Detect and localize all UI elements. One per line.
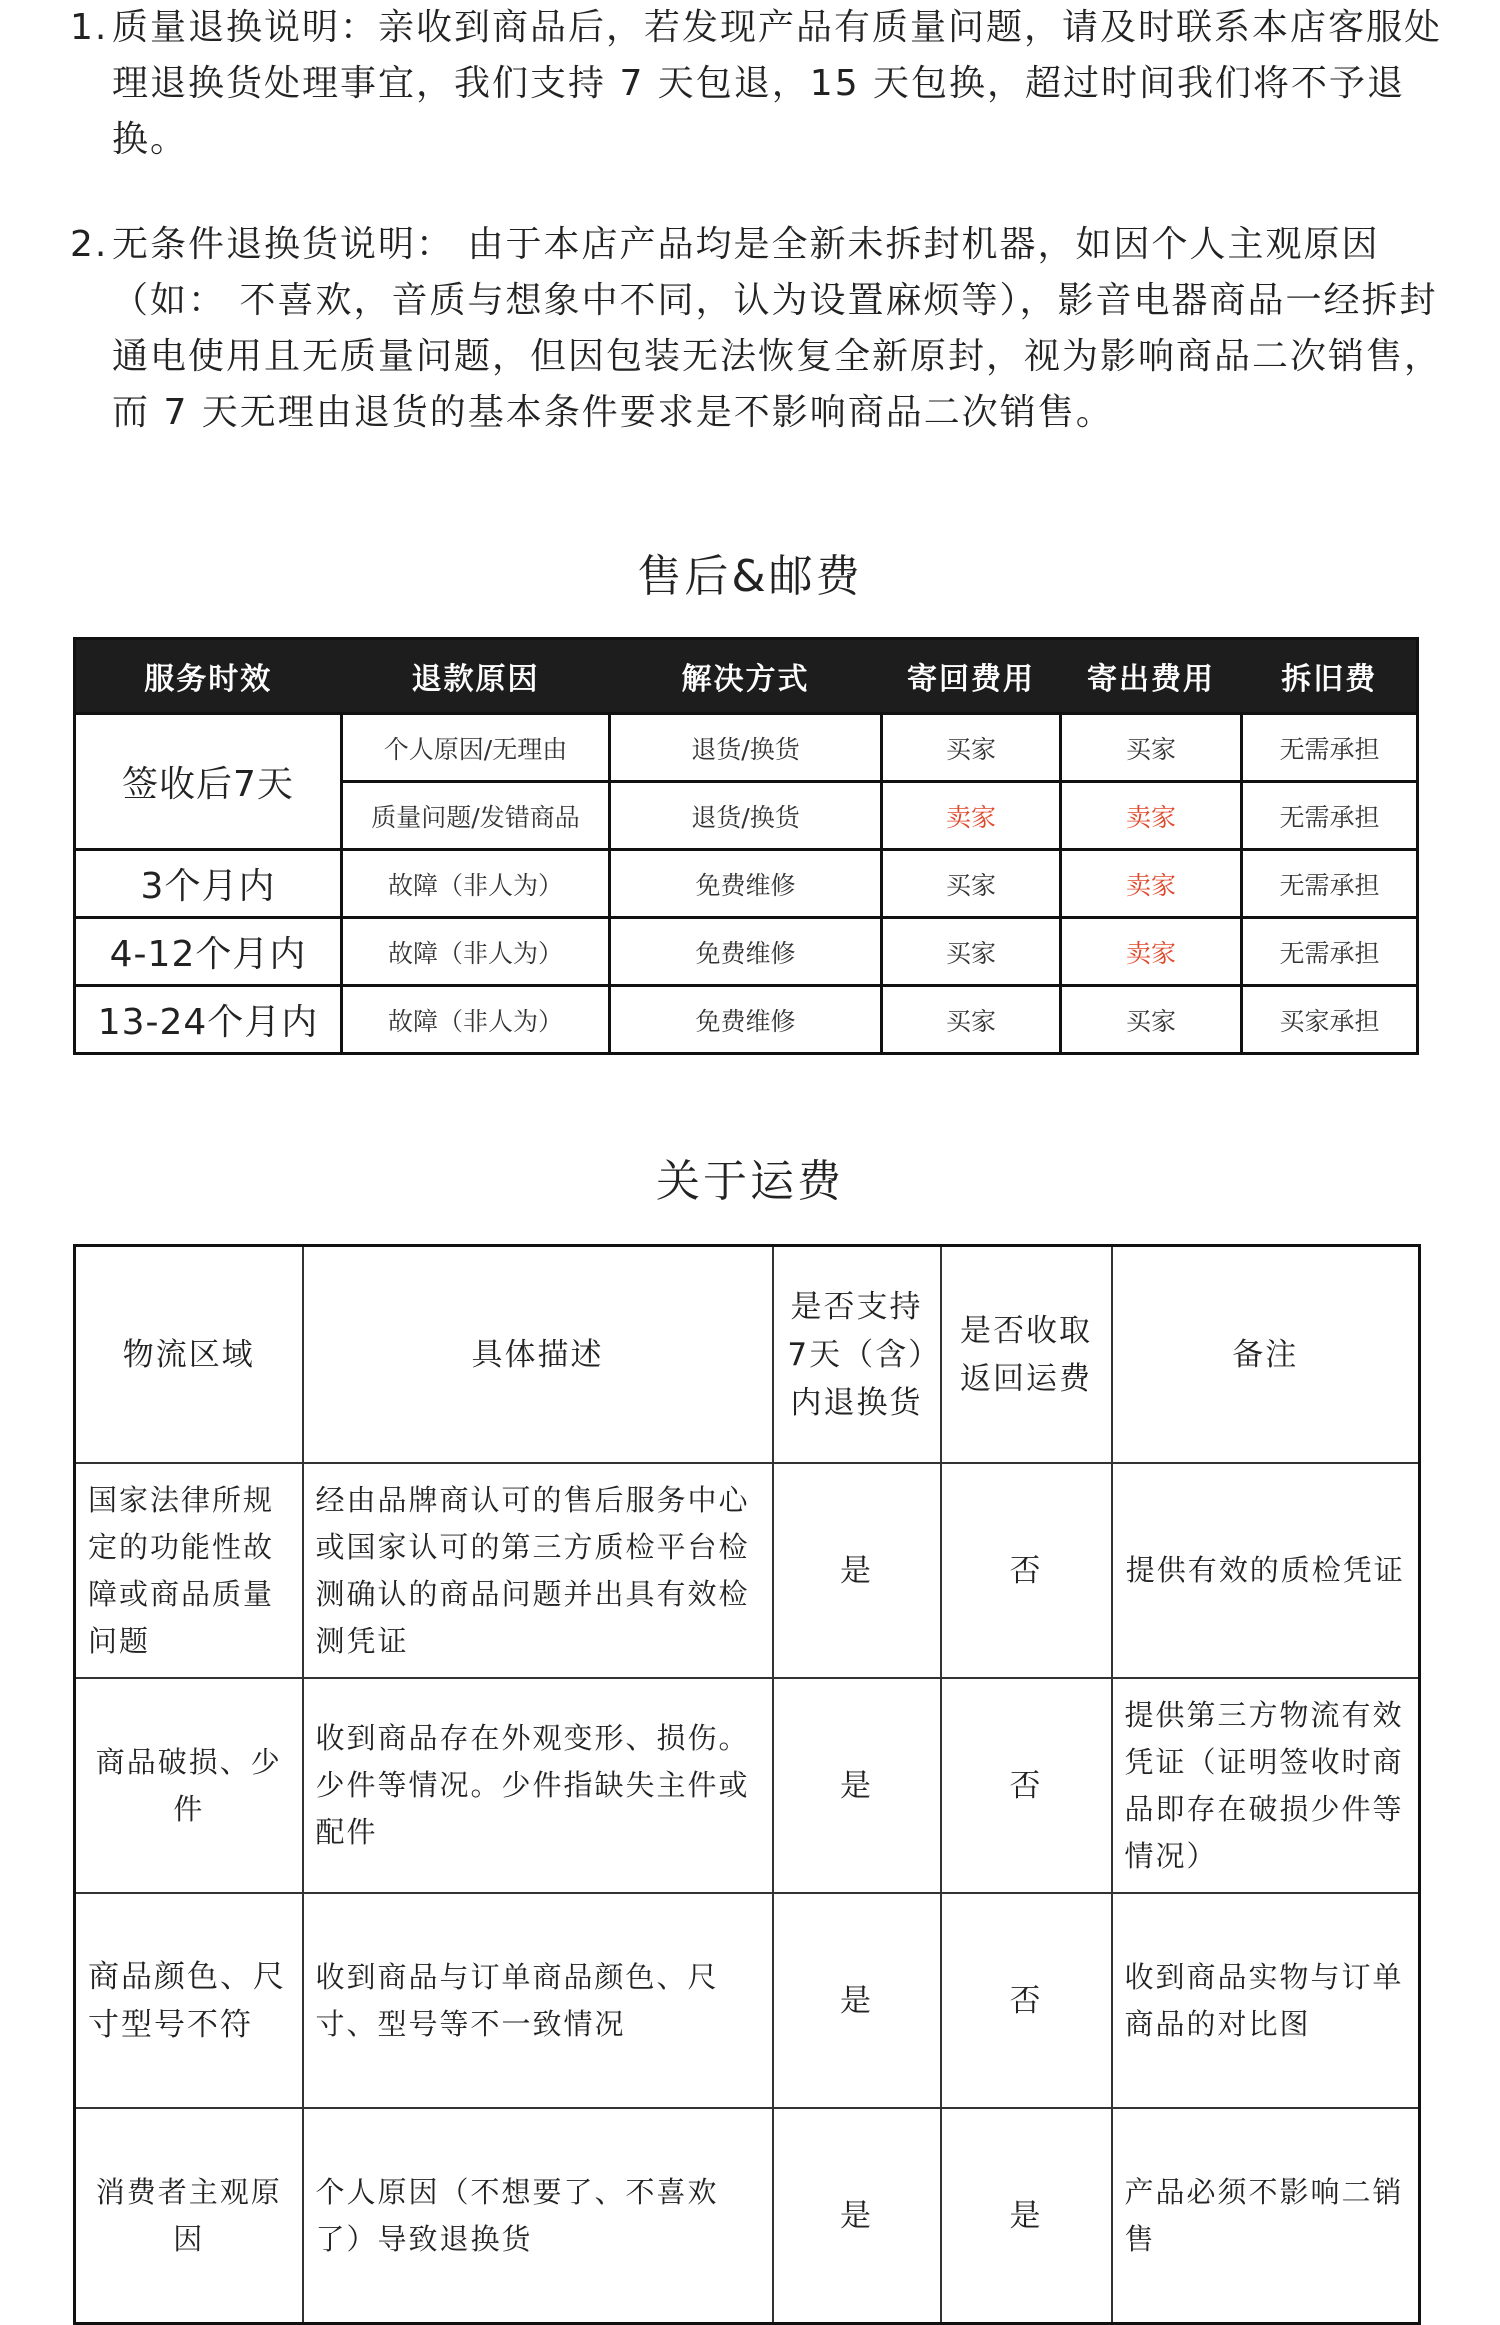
cell-return-fee: 买家 <box>882 986 1061 1054</box>
cell-send-fee: 卖家 <box>1061 850 1242 918</box>
cell-reason: 故障（非人为） <box>342 986 610 1054</box>
cell-region: 国家法律所规定的功能性故障或商品质量问题 <box>75 1463 303 1678</box>
cell-period: 13-24个月内 <box>75 986 342 1054</box>
note-quality-return <box>70 0 1445 168</box>
cell-old-fee: 无需承担 <box>1242 714 1418 782</box>
cell-support-return: 是 <box>773 2108 941 2324</box>
header-note: 备注 <box>1112 1246 1420 1464</box>
cell-charge-return-fee: 否 <box>941 1678 1112 1893</box>
cell-solution: 免费维修 <box>610 986 882 1054</box>
cell-send-fee: 买家 <box>1061 714 1242 782</box>
table-row <box>75 2108 1420 2324</box>
aftersale-table <box>73 637 1419 1055</box>
table-row <box>75 1463 1420 1678</box>
header-description: 具体描述 <box>303 1246 773 1464</box>
note-text: 质量退换说明：亲收到商品后，若发现产品有质量问题，请及时联系本店客服处理退换货处理事宜，我们支持 7 天包退，15 天包换，超过时间我们将不予退换。 <box>112 7 1443 160</box>
cell-description: 个人原因（不想要了、不喜欢了）导致退换货 <box>303 2108 773 2324</box>
table-row <box>75 714 1418 782</box>
cell-old-fee: 无需承担 <box>1242 782 1418 850</box>
cell-support-return: 是 <box>773 1463 941 1678</box>
table-header-row <box>75 1246 1420 1464</box>
cell-return-fee: 买家 <box>882 850 1061 918</box>
note-number: 1. <box>70 7 109 48</box>
cell-charge-return-fee: 否 <box>941 1463 1112 1678</box>
header-send-fee: 寄出费用 <box>1061 639 1242 714</box>
cell-send-fee: 卖家 <box>1061 782 1242 850</box>
cell-solution: 免费维修 <box>610 918 882 986</box>
cell-return-fee: 买家 <box>882 918 1061 986</box>
table-row <box>75 986 1418 1054</box>
cell-charge-return-fee: 否 <box>941 1893 1112 2108</box>
cell-solution: 退货/换货 <box>610 714 882 782</box>
header-period: 服务时效 <box>75 639 342 714</box>
header-return-fee: 寄回费用 <box>882 639 1061 714</box>
header-reason: 退款原因 <box>342 639 610 714</box>
cell-solution: 免费维修 <box>610 850 882 918</box>
cell-old-fee: 买家承担 <box>1242 986 1418 1054</box>
cell-old-fee: 无需承担 <box>1242 918 1418 986</box>
aftersale-title: 售后&邮费 <box>637 551 863 602</box>
cell-description: 经由品牌商认可的售后服务中心或国家认可的第三方质检平台检测确认的商品问题并出具有效检测凭证 <box>303 1463 773 1678</box>
note-unconditional-return <box>70 217 1445 441</box>
cell-send-fee: 买家 <box>1061 986 1242 1054</box>
table-row <box>75 1678 1420 1893</box>
cell-support-return: 是 <box>773 1893 941 2108</box>
header-support-return: 是否支持7天（含）内退换货 <box>773 1246 941 1464</box>
cell-region: 消费者主观原因 <box>75 2108 303 2324</box>
header-solution: 解决方式 <box>610 639 882 714</box>
cell-note: 产品必须不影响二销售 <box>1112 2108 1420 2324</box>
shipping-table <box>73 1244 1421 2325</box>
cell-support-return: 是 <box>773 1678 941 1893</box>
cell-note: 提供第三方物流有效凭证（证明签收时商品即存在破损少件等情况） <box>1112 1678 1420 1893</box>
note-text: 无条件退换货说明： 由于本店产品均是全新未拆封机器，如因个人主观原因（如： 不喜欢，音质与想象中不同，认为设置麻烦等），影音电器商品一经拆封通电使用且无质量问题，但因包装无法恢复全新原封，视为影响商品二次销售，而 7 天无理由退货的基本条件要求是不影响商品二次销售。 <box>112 224 1443 433</box>
cell-note: 提供有效的质检凭证 <box>1112 1463 1420 1678</box>
cell-return-fee: 卖家 <box>882 782 1061 850</box>
shipping-title: 关于运费 <box>656 1156 844 1207</box>
cell-return-fee: 买家 <box>882 714 1061 782</box>
header-old-fee: 拆旧费 <box>1242 639 1418 714</box>
cell-old-fee: 无需承担 <box>1242 850 1418 918</box>
cell-reason: 故障（非人为） <box>342 850 610 918</box>
cell-period: 4-12个月内 <box>75 918 342 986</box>
cell-region: 商品颜色、尺寸型号不符 <box>75 1893 303 2108</box>
note-number: 2. <box>70 224 109 265</box>
cell-description: 收到商品存在外观变形、损伤。少件等情况。少件指缺失主件或配件 <box>303 1678 773 1893</box>
table-row <box>75 1893 1420 2108</box>
header-charge-return-fee: 是否收取返回运费 <box>941 1246 1112 1464</box>
table-row <box>75 918 1418 986</box>
cell-region: 商品破损、少件 <box>75 1678 303 1893</box>
cell-send-fee: 卖家 <box>1061 918 1242 986</box>
table-row <box>75 850 1418 918</box>
cell-period: 3个月内 <box>75 850 342 918</box>
cell-period: 签收后7天 <box>75 714 342 850</box>
cell-charge-return-fee: 是 <box>941 2108 1112 2324</box>
cell-reason: 质量问题/发错商品 <box>342 782 610 850</box>
cell-description: 收到商品与订单商品颜色、尺寸、型号等不一致情况 <box>303 1893 773 2108</box>
header-region: 物流区域 <box>75 1246 303 1464</box>
cell-reason: 个人原因/无理由 <box>342 714 610 782</box>
cell-note: 收到商品实物与订单商品的对比图 <box>1112 1893 1420 2108</box>
cell-solution: 退货/换货 <box>610 782 882 850</box>
cell-reason: 故障（非人为） <box>342 918 610 986</box>
table-header-row <box>75 639 1418 714</box>
